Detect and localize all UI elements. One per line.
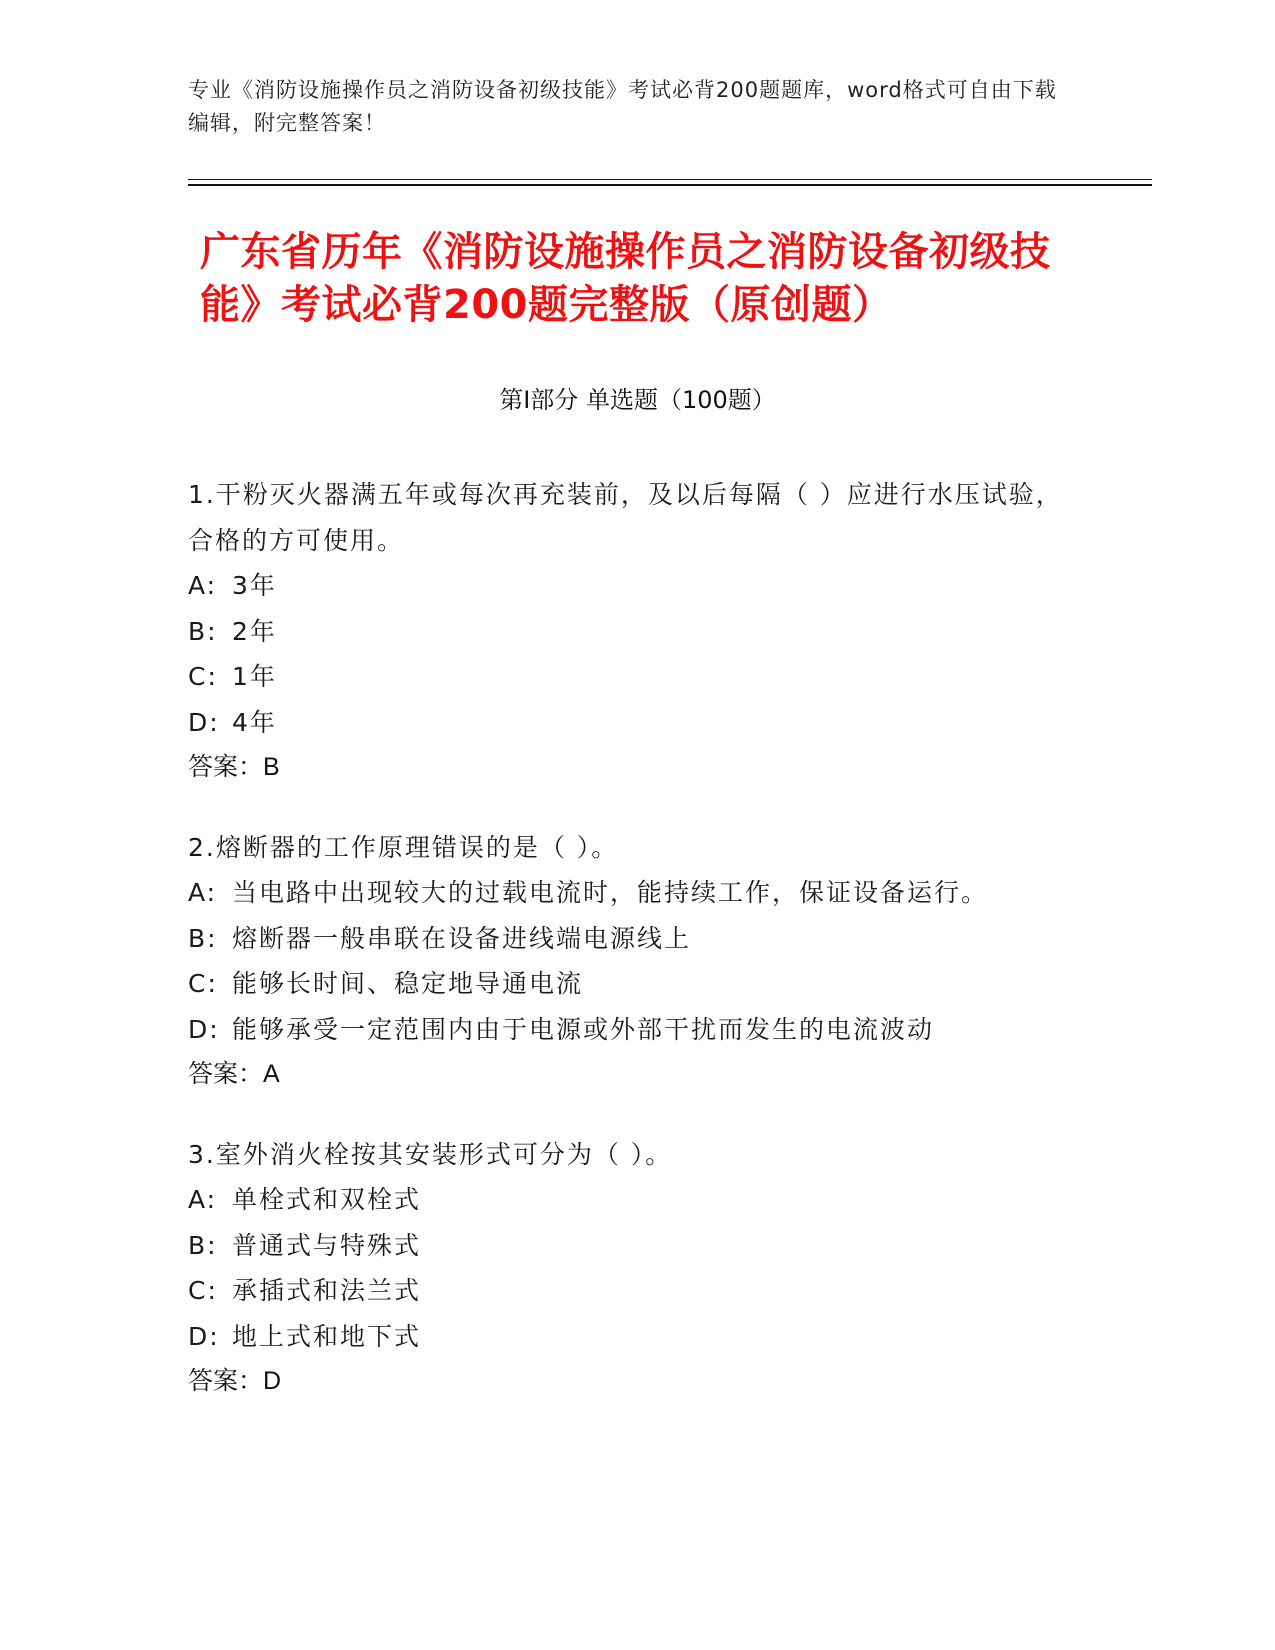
option-text: 熔断器一般串联在设备进线端电源线上 bbox=[232, 923, 692, 953]
option-text: 3年 bbox=[232, 571, 277, 600]
question-1 bbox=[188, 472, 1088, 791]
document-title: 广东省历年《消防设施操作员之消防设备初级技能》考试必背200题完整版（原创题） bbox=[200, 229, 1051, 328]
question-stem: 2.熔断器的工作原理错误的是（ ）。 bbox=[188, 832, 619, 862]
header-note: 专业《消防设施操作员之消防设备初级技能》考试必背200题题库，word格式可自由下载编辑，附完整答案！ bbox=[188, 78, 1057, 135]
option-text: 地上式和地下式 bbox=[232, 1321, 422, 1351]
option-letter: D: bbox=[188, 1321, 220, 1351]
answer-line: 答案：B bbox=[188, 753, 280, 781]
option-a bbox=[188, 870, 1088, 916]
option-letter: D: bbox=[188, 1014, 220, 1044]
option-b bbox=[188, 1223, 1088, 1269]
option-a bbox=[188, 1177, 1088, 1223]
option-d bbox=[188, 1314, 1088, 1360]
header-rule-thick bbox=[188, 184, 1152, 186]
option-letter: C: bbox=[188, 1276, 218, 1305]
option-b bbox=[188, 609, 1088, 655]
header-rule-thin bbox=[188, 179, 1152, 180]
option-b bbox=[188, 916, 1088, 962]
option-a bbox=[188, 563, 1088, 609]
option-c bbox=[188, 961, 1088, 1007]
option-text: 承插式和法兰式 bbox=[232, 1276, 422, 1305]
question-stem: 3.室外消火栓按其安装形式可分为（ ）。 bbox=[188, 1139, 673, 1169]
option-text: 单栓式和双栓式 bbox=[232, 1185, 422, 1214]
option-text: 2年 bbox=[232, 616, 277, 646]
option-letter: A: bbox=[188, 1185, 218, 1214]
option-text: 能够长时间、稳定地导通电流 bbox=[232, 969, 584, 998]
option-letter: A: bbox=[188, 878, 218, 907]
option-text: 能够承受一定范围内由于电源或外部干扰而发生的电流波动 bbox=[232, 1014, 935, 1044]
section-title: 第I部分 单选题（100题） bbox=[499, 386, 776, 414]
option-c bbox=[188, 654, 1088, 700]
answer-line: 答案：D bbox=[188, 1367, 282, 1395]
answer-line: 答案：A bbox=[188, 1060, 280, 1088]
option-text: 4年 bbox=[232, 707, 277, 737]
option-text: 1年 bbox=[232, 662, 277, 691]
question-3 bbox=[188, 1132, 1088, 1405]
option-letter: B: bbox=[188, 923, 218, 953]
question-stem: 1.干粉灭火器满五年或每次再充装前，及以后每隔（ ）应进行水压试验，合格的方可使用。 bbox=[188, 480, 1063, 555]
option-letter: D: bbox=[188, 707, 220, 737]
question-2 bbox=[188, 825, 1088, 1098]
option-letter: A: bbox=[188, 571, 218, 600]
option-text: 普通式与特殊式 bbox=[232, 1230, 422, 1260]
option-letter: B: bbox=[188, 1230, 218, 1260]
option-letter: C: bbox=[188, 662, 218, 691]
option-text: 当电路中出现较大的过载电流时，能持续工作，保证设备运行。 bbox=[232, 878, 989, 907]
option-letter: C: bbox=[188, 969, 218, 998]
option-d bbox=[188, 1007, 1088, 1053]
question-list bbox=[188, 472, 1088, 1439]
option-letter: B: bbox=[188, 616, 218, 646]
option-c bbox=[188, 1268, 1088, 1314]
option-d bbox=[188, 700, 1088, 746]
